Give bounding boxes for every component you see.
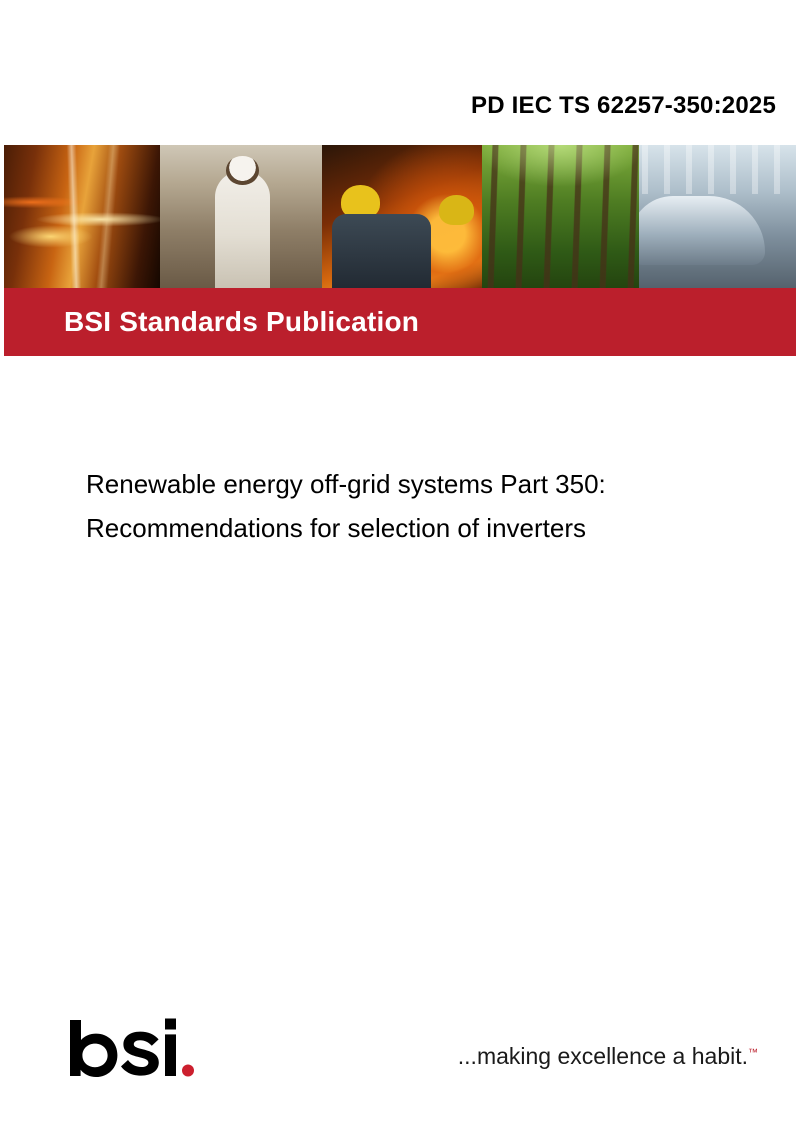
page-title-line-1: Renewable energy off-grid systems Part 350: [86,469,606,499]
light-trails-night-photo [4,145,160,288]
tagline [458,1043,758,1070]
car-production-line-photo [639,145,796,288]
page-title [86,462,746,550]
forest-photo [482,145,639,288]
banner-label: BSI Standards Publication [64,306,420,337]
trademark-symbol: ™ [748,1047,758,1059]
standard-number: PD IEC TS 62257-350:2025 [471,92,776,119]
page-title-line-2: Recommendations for selection of inverters [86,513,587,543]
warehouse-worker-photo [160,145,322,288]
banner-red-bar [4,288,796,356]
bsi-logo [66,1018,196,1078]
cover-banner [4,145,796,356]
firefighters-photo [322,145,482,288]
banner-image-strip [4,145,796,288]
tagline-text: ...making excellence a habit. [457,1043,748,1069]
